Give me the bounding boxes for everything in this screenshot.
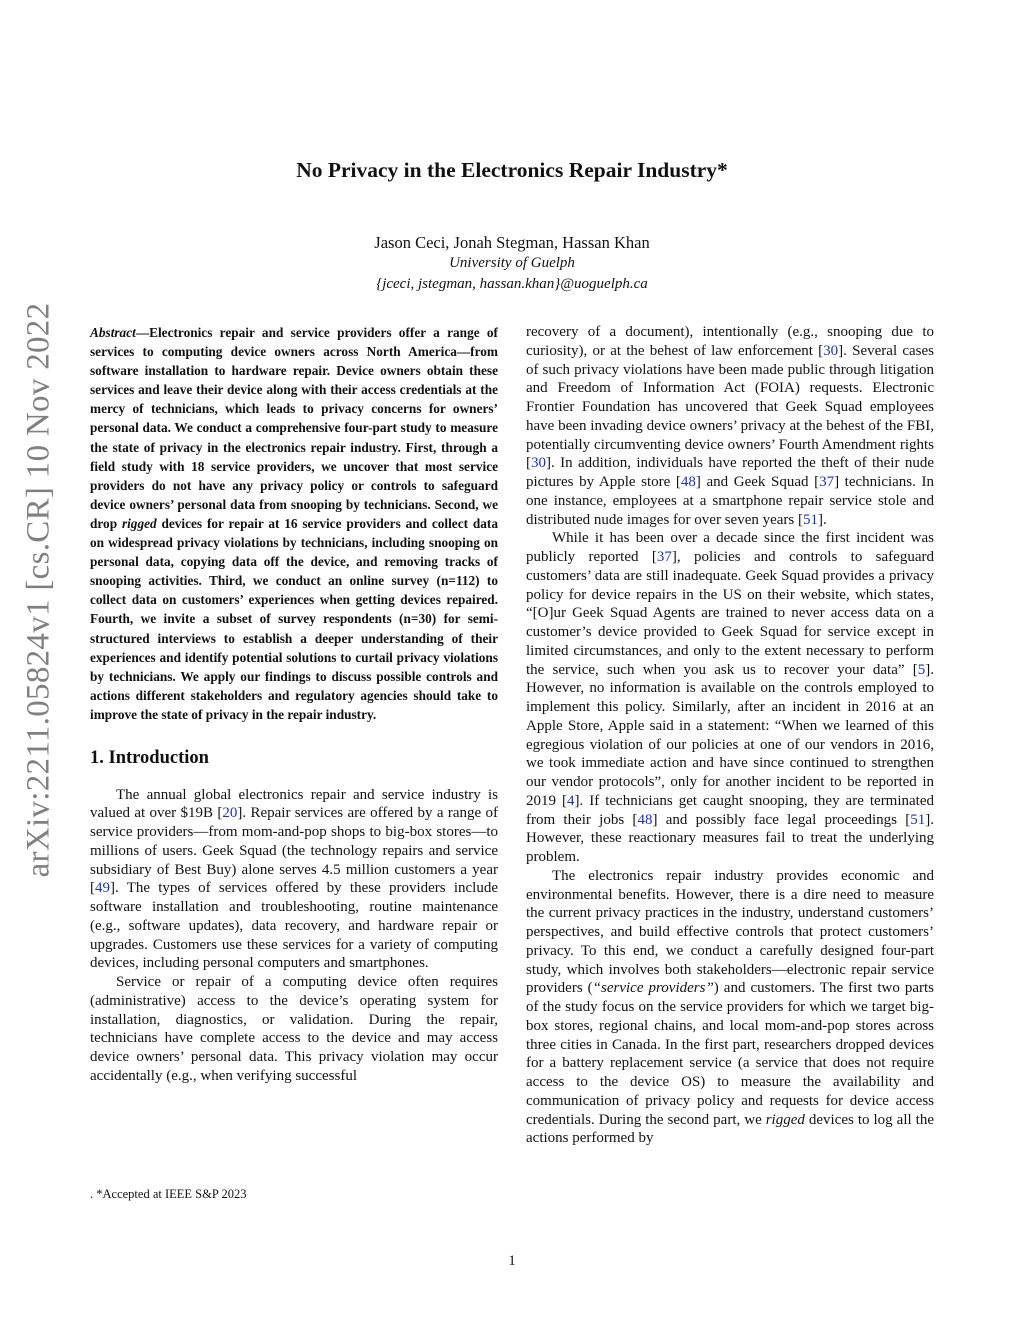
author-names: Jason Ceci, Jonah Stegman, Hassan Khan <box>374 233 650 252</box>
arxiv-sidebar <box>14 230 64 950</box>
intro-paragraph-4: The electronics repair industry provides economic and environmental benefits. However, there is a dire need to measure the current privacy practices in the industry, understand customers’ perspectives, and build effective controls that protect customers’ privacy. To this end, we conduct a carefully designed four-part study, which involves both stakeholders—electronic repair service providers (“service providers”) and customers. The first two parts of the study focus on the service providers for which we target big-box stores, regional chains, and local mom-and-pop stores across three cities in Canada. In the first part, researchers dropped devices for a battery replacement service (a service that does not require access to the device OS) to measure the availability and communication of privacy policy and requests for device access credentials. During the second part, we rigged devices to log all the actions performed by <box>526 867 934 1147</box>
page-number: 1 <box>508 1253 516 1269</box>
citation-link[interactable]: 4 <box>567 792 575 809</box>
left-column <box>90 323 498 1086</box>
intro-paragraph-2: Service or repair of a computing device often requires (administrative) access to the device’s operating system for installation, diagnostics, or validation. During the repair, technicians have complete access to the device and may access device owners’ personal data. This privacy violation may occur accidentally (e.g., when verifying successful <box>90 974 498 1084</box>
citation-link[interactable]: 37 <box>656 549 672 565</box>
citation-link[interactable]: 5 <box>917 661 926 678</box>
abstract-text-a: —Electronics repair and service providers offer a range of services to computing device owners across North America—from software installation to hardware repair. Device owners obtain these services and leave their device along with their access credentials at the mercy of technicians, which leads to privacy concerns for owners’ personal data. We conduct a comprehensive four-part study to measure the state of privacy in the electronics repair industry. First, through a field study with 18 service providers, we uncover that most service providers do not have any privacy policy or controls to safeguard device owners’ personal data from snooping by technicians. Second, we drop <box>90 325 498 531</box>
section-heading-introduction: 1. Introduction <box>90 747 209 768</box>
citation-link[interactable]: 30 <box>823 342 839 359</box>
abstract <box>90 323 498 724</box>
citation-link[interactable]: 51 <box>910 811 926 828</box>
rigged-term: rigged <box>765 1111 805 1128</box>
service-providers-term: “service providers” <box>592 980 714 997</box>
citation-link[interactable]: 37 <box>819 474 835 490</box>
citation-link[interactable]: 30 <box>531 455 546 472</box>
footnote: . *Accepted at IEEE S&P 2023 <box>90 1187 247 1201</box>
intro-paragraph-3: While it has been over a decade since the first incident was publicly reported [37], policies and controls to safeguard customers’ data are still inadequate. Geek Squad provides a privacy policy for device repairs in the US on their website, which states, “[O]ur Geek Squad Agents are trained to never access data on a customer’s device provided to Geek Squad for service except in limited circumstances, and only to the extent necessary to perform the service, such when you ask us to recover your data” [5]. However, no information is available on the controls employed to implement this policy. Similarly, after an incident in 2016 at an Apple Store, Apple said in a statement: “When we learned of this egregious violation of our policies at one of our vendors in 2016, we took immediate action and have since continued to strengthen our vendor protocols”, only for another incident to be reported in 2019 [4]. If technicians get caught snooping, they are terminated from their jobs [48] and possibly face legal proceedings [51]. However, these reactionary measures fail to treat the underlying problem. <box>526 530 935 865</box>
intro-paragraph-2-cont: recovery of a document), intentionally (e.g., snooping due to curiosity), or at the behest of law enforcement [30]. Several cases of such privacy violations have been made public through litigation and Freedom of Information Act (FOIA) requests. Electronic Frontier Foundation has uncovered that Geek Squad employees have been invading device owners’ privacy at the behest of the FBI, potentially circumventing device owners’ Fourth Amendment rights [30]. In addition, individuals have reported the theft of their nude pictures by Apple store [48] and Geek Squad [37] technicians. In one instance, employees at a smartphone repair service stole and distributed nude images for over seven years [51]. <box>526 324 935 528</box>
right-column <box>526 323 934 1148</box>
citation-link[interactable]: 20 <box>222 805 238 822</box>
citation-link[interactable]: 51 <box>803 511 818 528</box>
affiliation: University of Guelph <box>449 255 575 271</box>
intro-paragraph-1: The annual global electronics repair and service industry is valued at over $19B [20]. Repair services are offered by a range of service providers—from mom-and-pop shops to big-box stores—to millions of users. Geek Squad (the technology repairs and service subsidiary of Best Buy) alone serves 4.5 million customers a year [49]. The types of services offered by these providers include software installation and troubleshooting, routine maintenance (e.g., software updates), data recovery, and hardware repair or upgrades. Customers use these services for a variety of computing devices, including personal computers and smartphones. <box>90 786 498 972</box>
abstract-rigged: rigged <box>121 515 157 531</box>
abstract-label: Abstract <box>90 325 136 340</box>
arxiv-identifier: arXiv:2211.05824v1 [cs.CR] 10 Nov 2022 <box>20 302 57 878</box>
author-email: {jceci, jstegman, hassan.khan}@uoguelph.ca <box>376 276 648 292</box>
abstract-text-b: devices for repair at 16 service providers and collect data on widespread privacy violations by technicians, including snooping on personal data, copying data off the device, and removing tracks of snooping activities. Third, we conduct an online survey (n=112) to collect data on customers’ experiences when getting devices repaired. Fourth, we invite a subset of survey respondents (n=30) for semi-structured interviews to establish a deeper understanding of their experiences and identify potential solutions to curtail privacy violations by technicians. We apply our findings to discuss possible controls and actions different stakeholders and regulatory agencies should take to improve the state of privacy in the repair industry. <box>90 515 498 722</box>
author-block <box>0 232 1024 295</box>
citation-link[interactable]: 49 <box>95 880 110 897</box>
citation-link[interactable]: 48 <box>680 474 696 490</box>
citation-link[interactable]: 48 <box>637 811 653 828</box>
paper-title: No Privacy in the Electronics Repair Industry* <box>296 158 728 182</box>
